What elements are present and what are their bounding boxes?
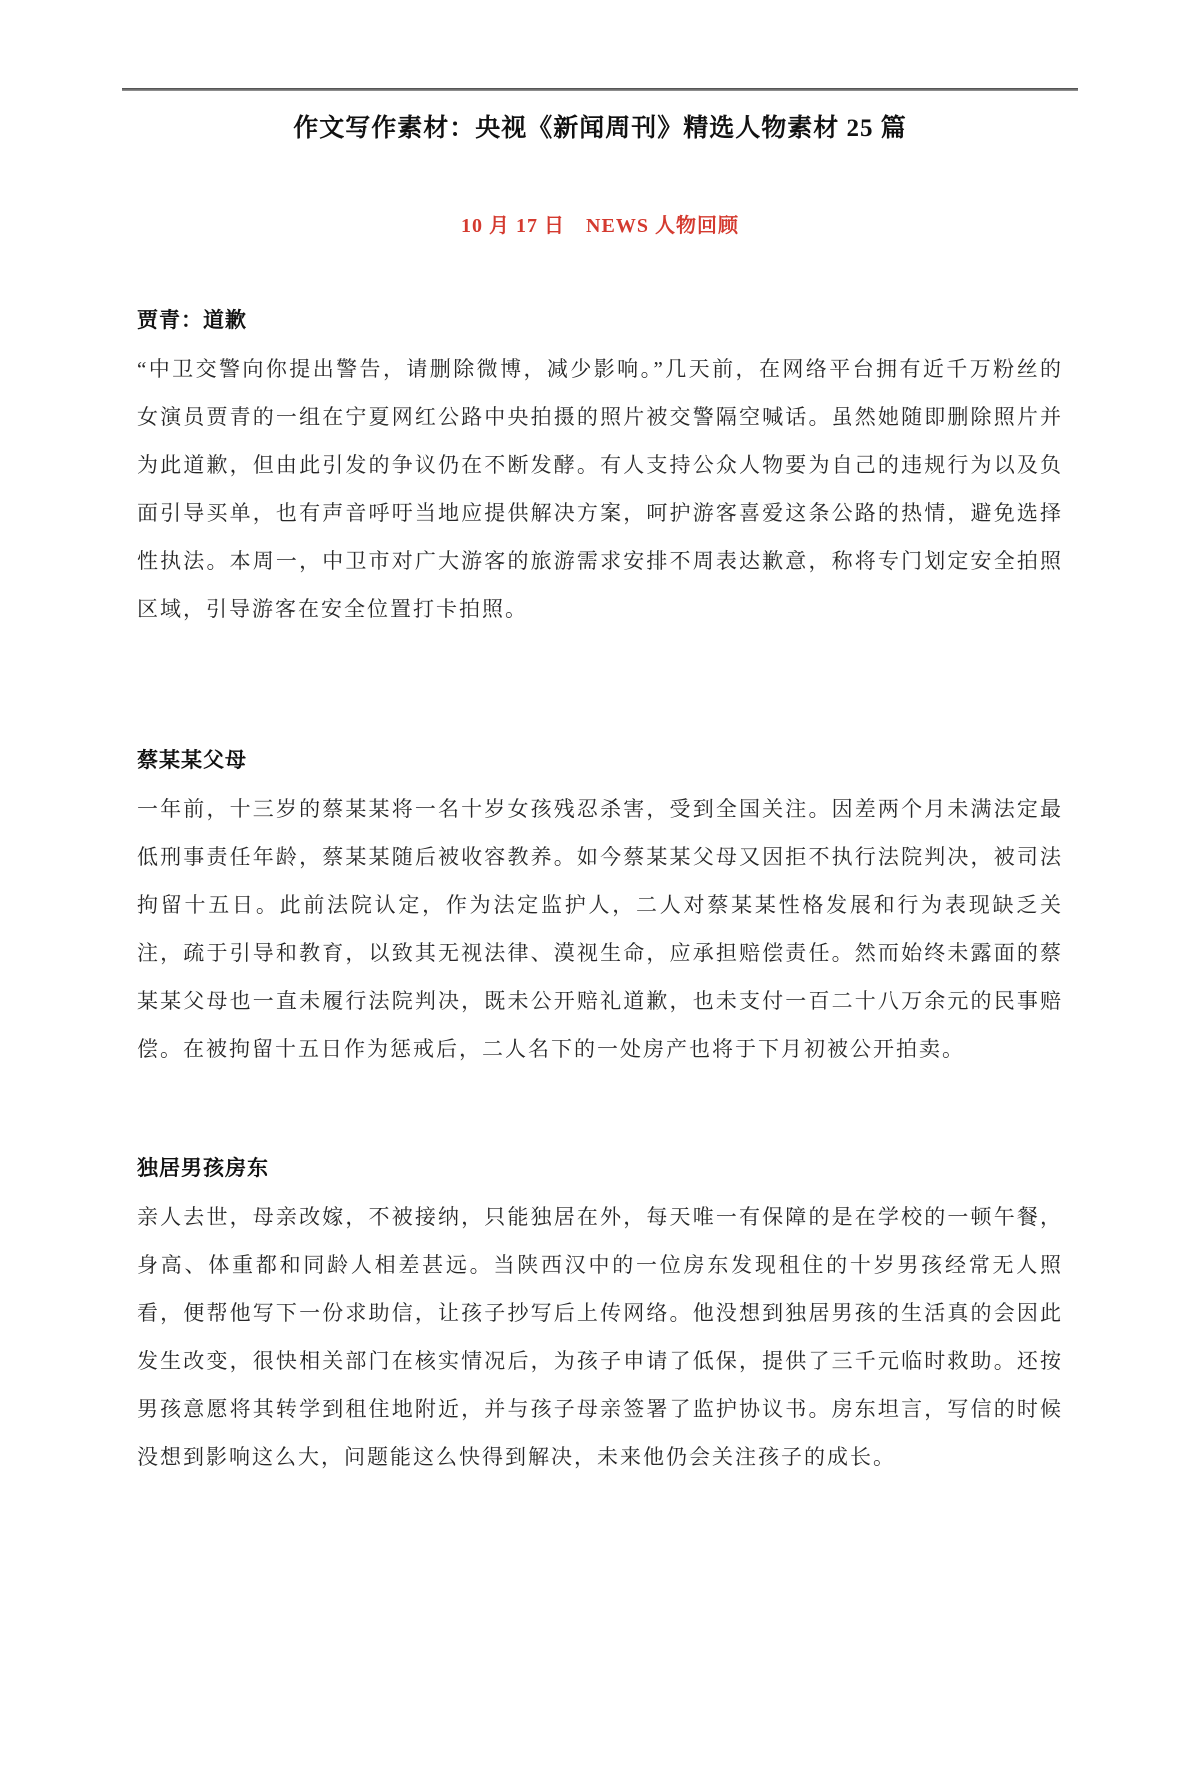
section-landlord xyxy=(137,1153,1063,1481)
document-title: 作文写作素材：央视《新闻周刊》精选人物素材 25 篇 xyxy=(293,115,907,142)
date-news-subtitle: 10 月 17 日 NEWS 人物回顾 xyxy=(461,215,739,238)
horizontal-rule xyxy=(122,88,1078,91)
section-body-jiaqing: “中卫交警向你提出警告，请删除微博，减少影响。”几天前，在网络平台拥有近千万粉丝的女演员贾青的一组在宁夏网红公路中央拍摄的照片被交警隔空喊话。虽然她随即删除照片并为此道歉，但由此引发的争议仍在不断发酵。有人支持公众人物要为自己的违规行为以及负面引导买单，也有声音呼吁当地应提供解决方案，呵护游客喜爱这条公路的热情，避免选择性执法。本周一，中卫市对广大游客的旅游需求安排不周表达歉意，称将专门划定安全拍照区域，引导游客在安全位置打卡拍照。 xyxy=(137,357,1063,622)
section-heading-landlord: 独居男孩房东 xyxy=(137,1156,269,1181)
section-jiaqing xyxy=(137,305,1063,633)
section-body-landlord: 亲人去世，母亲改嫁，不被接纳，只能独居在外，每天唯一有保障的是在学校的一顿午餐，身高、体重都和同龄人相差甚远。当陕西汉中的一位房东发现租住的十岁男孩经常无人照看，便帮他写下一份求助信，让孩子抄写后上传网络。他没想到独居男孩的生活真的会因此发生改变，很快相关部门在核实情况后，为孩子申请了低保，提供了三千元临时救助。还按男孩意愿将其转学到租住地附近，并与孩子母亲签署了监护协议书。房东坦言，写信的时候没想到影响这么大，问题能这么快得到解决，未来他仍会关注孩子的成长。 xyxy=(137,1205,1063,1470)
section-body-caimoumou-parents: 一年前，十三岁的蔡某某将一名十岁女孩残忍杀害，受到全国关注。因差两个月未满法定最低刑事责任年龄，蔡某某随后被收容教养。如今蔡某某父母又因拒不执行法院判决，被司法拘留十五日。此前法院认定，作为法定监护人，二人对蔡某某性格发展和行为表现缺乏关注，疏于引导和教育，以致其无视法律、漠视生命，应承担赔偿责任。然而始终未露面的蔡某某父母也一直未履行法院判决，既未公开赔礼道歉，也未支付一百二十八万余元的民事赔偿。在被拘留十五日作为惩戒后，二人名下的一处房产也将于下月初被公开拍卖。 xyxy=(137,797,1063,1062)
section-heading-caimoumou-parents: 蔡某某父母 xyxy=(137,748,247,773)
section-heading-jiaqing: 贾青：道歉 xyxy=(137,308,247,333)
document-page xyxy=(0,88,1200,1788)
section-caimoumou-parents xyxy=(137,745,1063,1073)
